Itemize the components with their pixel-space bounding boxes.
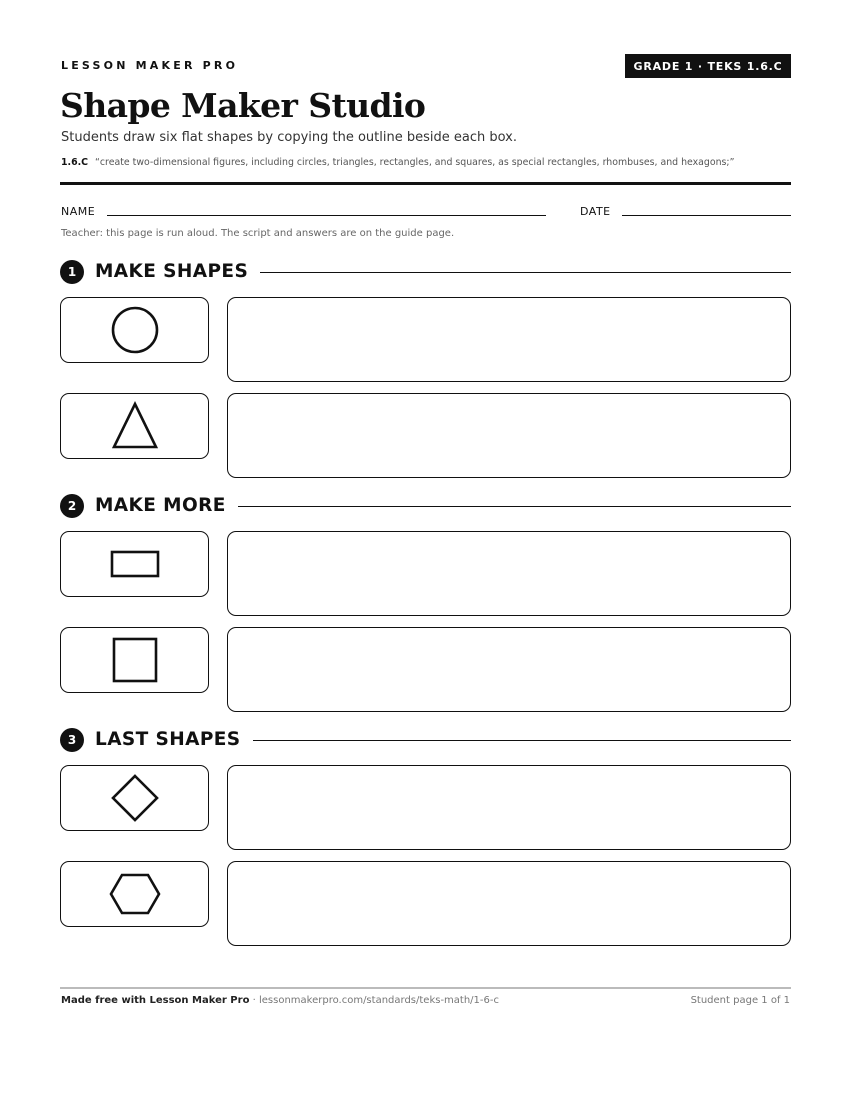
rhombus-icon [110, 773, 160, 823]
triangle-icon [110, 401, 160, 451]
section-title: MAKE MORE [95, 494, 238, 518]
name-field[interactable] [107, 215, 546, 216]
footer-url[interactable]: · lessonmakerpro.com/standards/teks-math/1-6-c [249, 995, 499, 1006]
footer-credit [61, 995, 499, 1006]
footer-page-number: Student page 1 of 1 [690, 995, 790, 1006]
drawing-box-rectangle[interactable] [227, 531, 791, 616]
standard-text: “create two-dimensional figures, including circles, triangles, rectangles, and squares, as special rectangles, rhombuses, and hexagons;” [95, 157, 735, 168]
name-label: NAME [61, 205, 96, 218]
section-number: 3 [60, 728, 84, 752]
section-2-header [60, 494, 791, 518]
standard-code: 1.6.C [61, 157, 89, 168]
circle-icon [110, 305, 160, 355]
model-box-circle [60, 297, 209, 363]
drawing-box-circle[interactable] [227, 297, 791, 382]
grade-badge: GRADE 1 · TEKS 1.6.C [625, 54, 791, 78]
hexagon-icon [108, 872, 162, 916]
model-box-square [60, 627, 209, 693]
date-label: DATE [580, 205, 611, 218]
model-box-rectangle [60, 531, 209, 597]
section-1-header [60, 260, 791, 284]
model-box-triangle [60, 393, 209, 459]
teacher-note: Teacher: this page is run aloud. The script and answers are on the guide page. [61, 228, 455, 239]
drawing-box-triangle[interactable] [227, 393, 791, 478]
model-box-rhombus [60, 765, 209, 831]
section-3-header [60, 728, 791, 752]
page-title: Shape Maker Studio [60, 86, 426, 125]
rectangle-icon [110, 549, 160, 579]
page-subtitle: Students draw six flat shapes by copying the outline beside each box. [61, 130, 517, 145]
model-box-hexagon [60, 861, 209, 927]
drawing-box-hexagon[interactable] [227, 861, 791, 946]
standard-line [61, 157, 734, 168]
square-icon [112, 637, 158, 683]
footer-made-with: Made free with Lesson Maker Pro [61, 995, 250, 1006]
section-number: 2 [60, 494, 84, 518]
footer-divider [60, 987, 791, 989]
drawing-box-rhombus[interactable] [227, 765, 791, 850]
section-title: LAST SHAPES [95, 728, 253, 752]
drawing-box-square[interactable] [227, 627, 791, 712]
brand-name: LESSON MAKER PRO [61, 59, 239, 72]
header-divider [60, 182, 791, 185]
date-field[interactable] [622, 215, 791, 216]
section-title: MAKE SHAPES [95, 260, 260, 284]
section-number: 1 [60, 260, 84, 284]
